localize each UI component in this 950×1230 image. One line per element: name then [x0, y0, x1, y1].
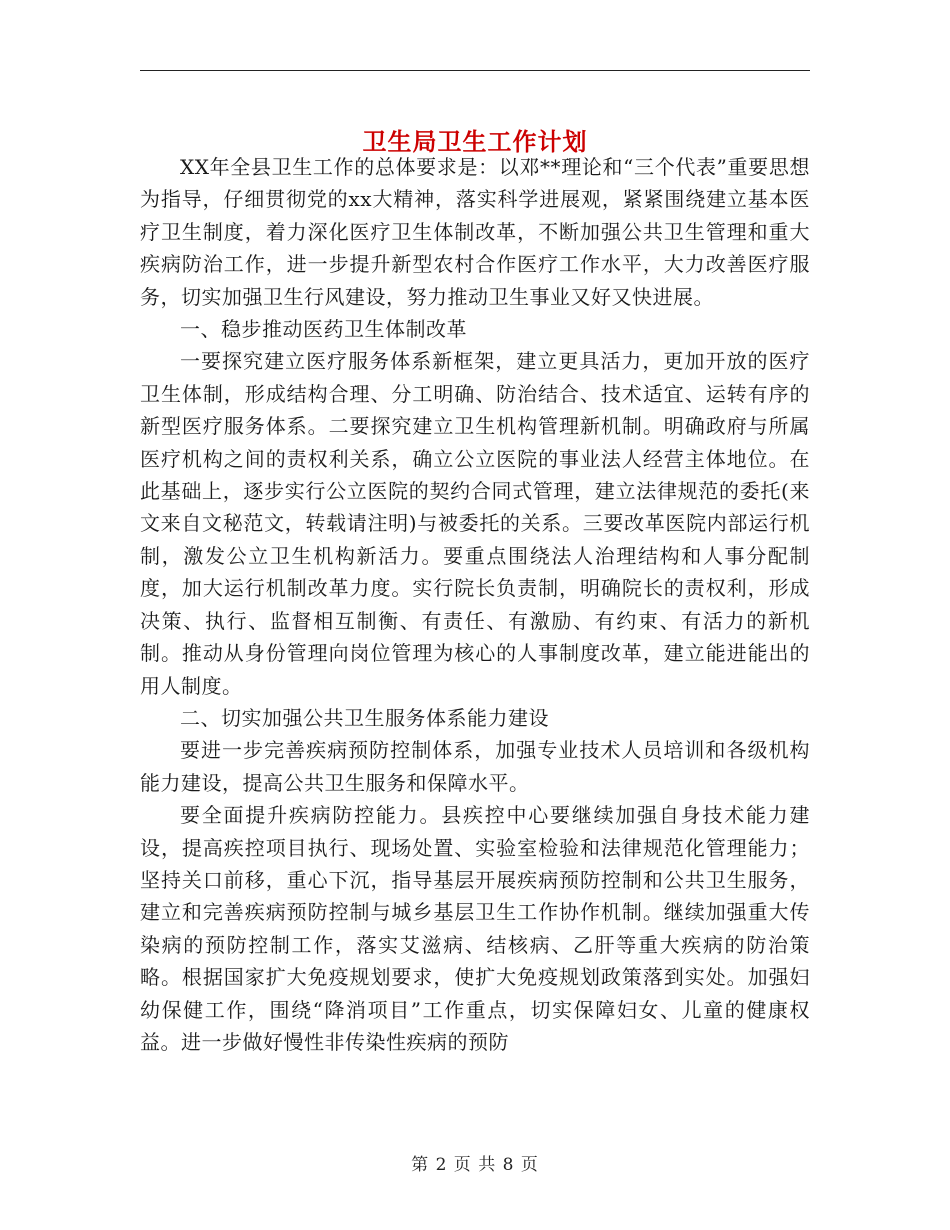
section-heading-2: 二、切实加强公共卫生服务体系能力建设 — [180, 705, 549, 730]
document-body — [140, 151, 810, 1058]
paragraph-intro: XX年全县卫生工作的总体要求是：以邓**理论和“三个代表”重要思想为指导，仔细贯彻党的xx大精神，落实科学进展观，紧紧围绕建立基本医疗卫生制度，着力深化医疗卫生体制改革，不断加强公共卫生管理和重大疾病防治工作，进一步提升新型农村合作医疗工作水平，大力改善医疗服务，切实加强卫生行风建设，努力推动卫生事业又好又快进展。 — [140, 155, 810, 309]
section-heading-1: 一、稳步推动医药卫生体制改革 — [180, 317, 467, 342]
paragraph-public-health: 要进一步完善疾病预防控制体系，加强专业技术人员培训和各级机构能力建设，提高公共卫生服务和保障水平。 — [140, 738, 810, 795]
header-rule — [140, 70, 810, 71]
page-number-footer: 第 2 页 共 8 页 — [411, 1155, 539, 1175]
document-title: 卫生局卫生工作计划 — [362, 127, 588, 157]
paragraph-disease-control: 要全面提升疾病防控能力。县疾控中心要继续加强自身技术能力建设，提高疾控项目执行、现场处置、实验室检验和法律规范化管理能力；坚持关口前移，重心下沉，指导基层开展疾病预防控制和公共卫生服务，建立和完善疾病预防控制与城乡基层卫生工作协作机制。继续加强重大传染病的预防控制工作，落实艾滋病、结核病、乙肝等重大疾病的防治策略。根据国家扩大免疫规划要求，使扩大免疫规划政策落到实处。加强妇幼保健工作，围绕“降消项目”工作重点，切实保障妇女、儿童的健康权益。进一步做好慢性非传染性疾病的预防 — [140, 803, 810, 1054]
paragraph-reform: 一要探究建立医疗服务体系新框架，建立更具活力，更加开放的医疗卫生体制，形成结构合理、分工明确、防治结合、技术适宜、运转有序的新型医疗服务体系。二要探究建立卫生机构管理新机制。明确政府与所属医疗机构之间的责权利关系，确立公立医院的事业法人经营主体地位。在此基础上，逐步实行公立医院的契约合同式管理，建立法律规范的委托(来文来自文秘范文，转载请注明)与被委托的关系。三要改革医院内部运行机制，激发公立卫生机构新活力。要重点围绕法人治理结构和人事分配制度，加大运行机制改革力度。实行院长负责制，明确院长的责权利，形成决策、执行、监督相互制衡、有责任、有激励、有约束、有活力的新机制。推动从身份管理向岗位管理为核心的人事制度改革，建立能进能出的用人制度。 — [140, 349, 810, 698]
